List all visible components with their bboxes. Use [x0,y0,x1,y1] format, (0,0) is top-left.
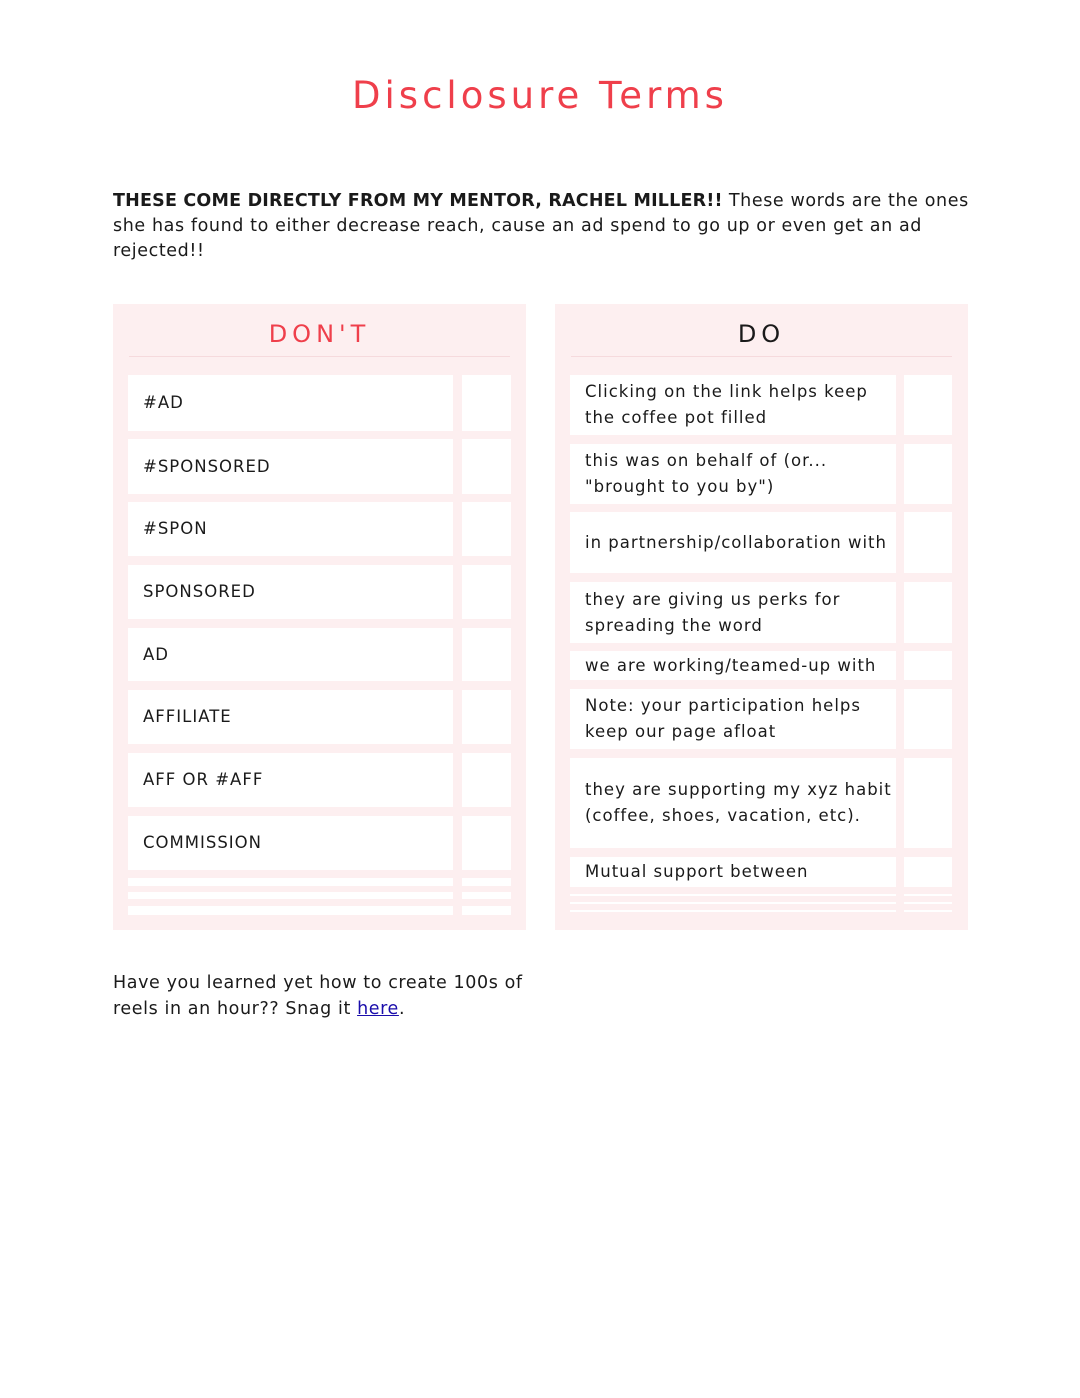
do-checkbox[interactable] [904,651,952,680]
do-blank-row [570,902,896,904]
dont-checkbox[interactable] [462,439,511,494]
do-checkbox[interactable] [904,689,952,749]
dont-item: #AD [128,375,453,431]
do-checkbox[interactable] [904,444,952,504]
do-item: Mutual support between [570,857,896,887]
do-blank-row [570,894,896,896]
dont-blank-row [462,892,511,899]
do-checkbox[interactable] [904,375,952,435]
dont-checkbox[interactable] [462,628,511,681]
dont-item: #SPON [128,502,453,556]
do-checkbox[interactable] [904,582,952,643]
dont-checkbox[interactable] [462,502,511,556]
intro-paragraph [113,189,973,264]
do-blank-row [904,902,952,904]
do-heading: DO [571,304,952,357]
footer-end: . [398,999,406,1019]
do-checkbox[interactable] [904,512,952,573]
do-blank-row [904,910,952,912]
do-item: we are working/teamed-up with [570,651,896,680]
dont-blank-row [462,906,511,915]
do-checkbox[interactable] [904,857,952,887]
dont-blank-row [128,892,453,899]
dont-panel [113,304,526,930]
here-link[interactable]: here [357,999,399,1019]
dont-item: AFFILIATE [128,690,453,744]
do-item: they are supporting my xyz habit (coffee, shoes, vacation, etc). [570,758,896,848]
dont-item: AFF OR #AFF [128,753,453,807]
do-item: in partnership/collaboration with [570,512,896,573]
dont-item: #SPONSORED [128,439,453,494]
dont-heading: DON'T [129,304,510,357]
do-item: Note: your participation helps keep our page afloat [570,689,896,749]
footer-paragraph [113,970,533,1022]
dont-checkbox[interactable] [462,375,511,431]
page-title: Disclosure Terms [352,74,728,117]
dont-blank-row [128,878,453,886]
dont-checkbox[interactable] [462,753,511,807]
do-blank-row [904,894,952,896]
do-item: they are giving us perks for spreading the word [570,582,896,643]
dont-checkbox[interactable] [462,565,511,619]
intro-text: These words are the ones she has found to either decrease reach, cause an ad spend to go up or even get an ad rejected!! [113,191,969,261]
do-blank-row [570,910,896,912]
dont-item: COMMISSION [128,816,453,870]
dont-item: SPONSORED [128,565,453,619]
dont-item: AD [128,628,453,681]
do-checkbox[interactable] [904,758,952,848]
dont-blank-row [462,878,511,886]
do-panel [555,304,968,930]
do-item: this was on behalf of (or... "brought to you by") [570,444,896,504]
intro-bold: THESE COME DIRECTLY FROM MY MENTOR, RACHEL MILLER!! [113,191,723,211]
dont-checkbox[interactable] [462,690,511,744]
dont-blank-row [128,906,453,915]
do-item: Clicking on the link helps keep the coffee pot filled [570,375,896,435]
dont-checkbox[interactable] [462,816,511,870]
footer-text: Have you learned yet how to create 100s of reels in an hour?? Snag it [113,973,523,1019]
